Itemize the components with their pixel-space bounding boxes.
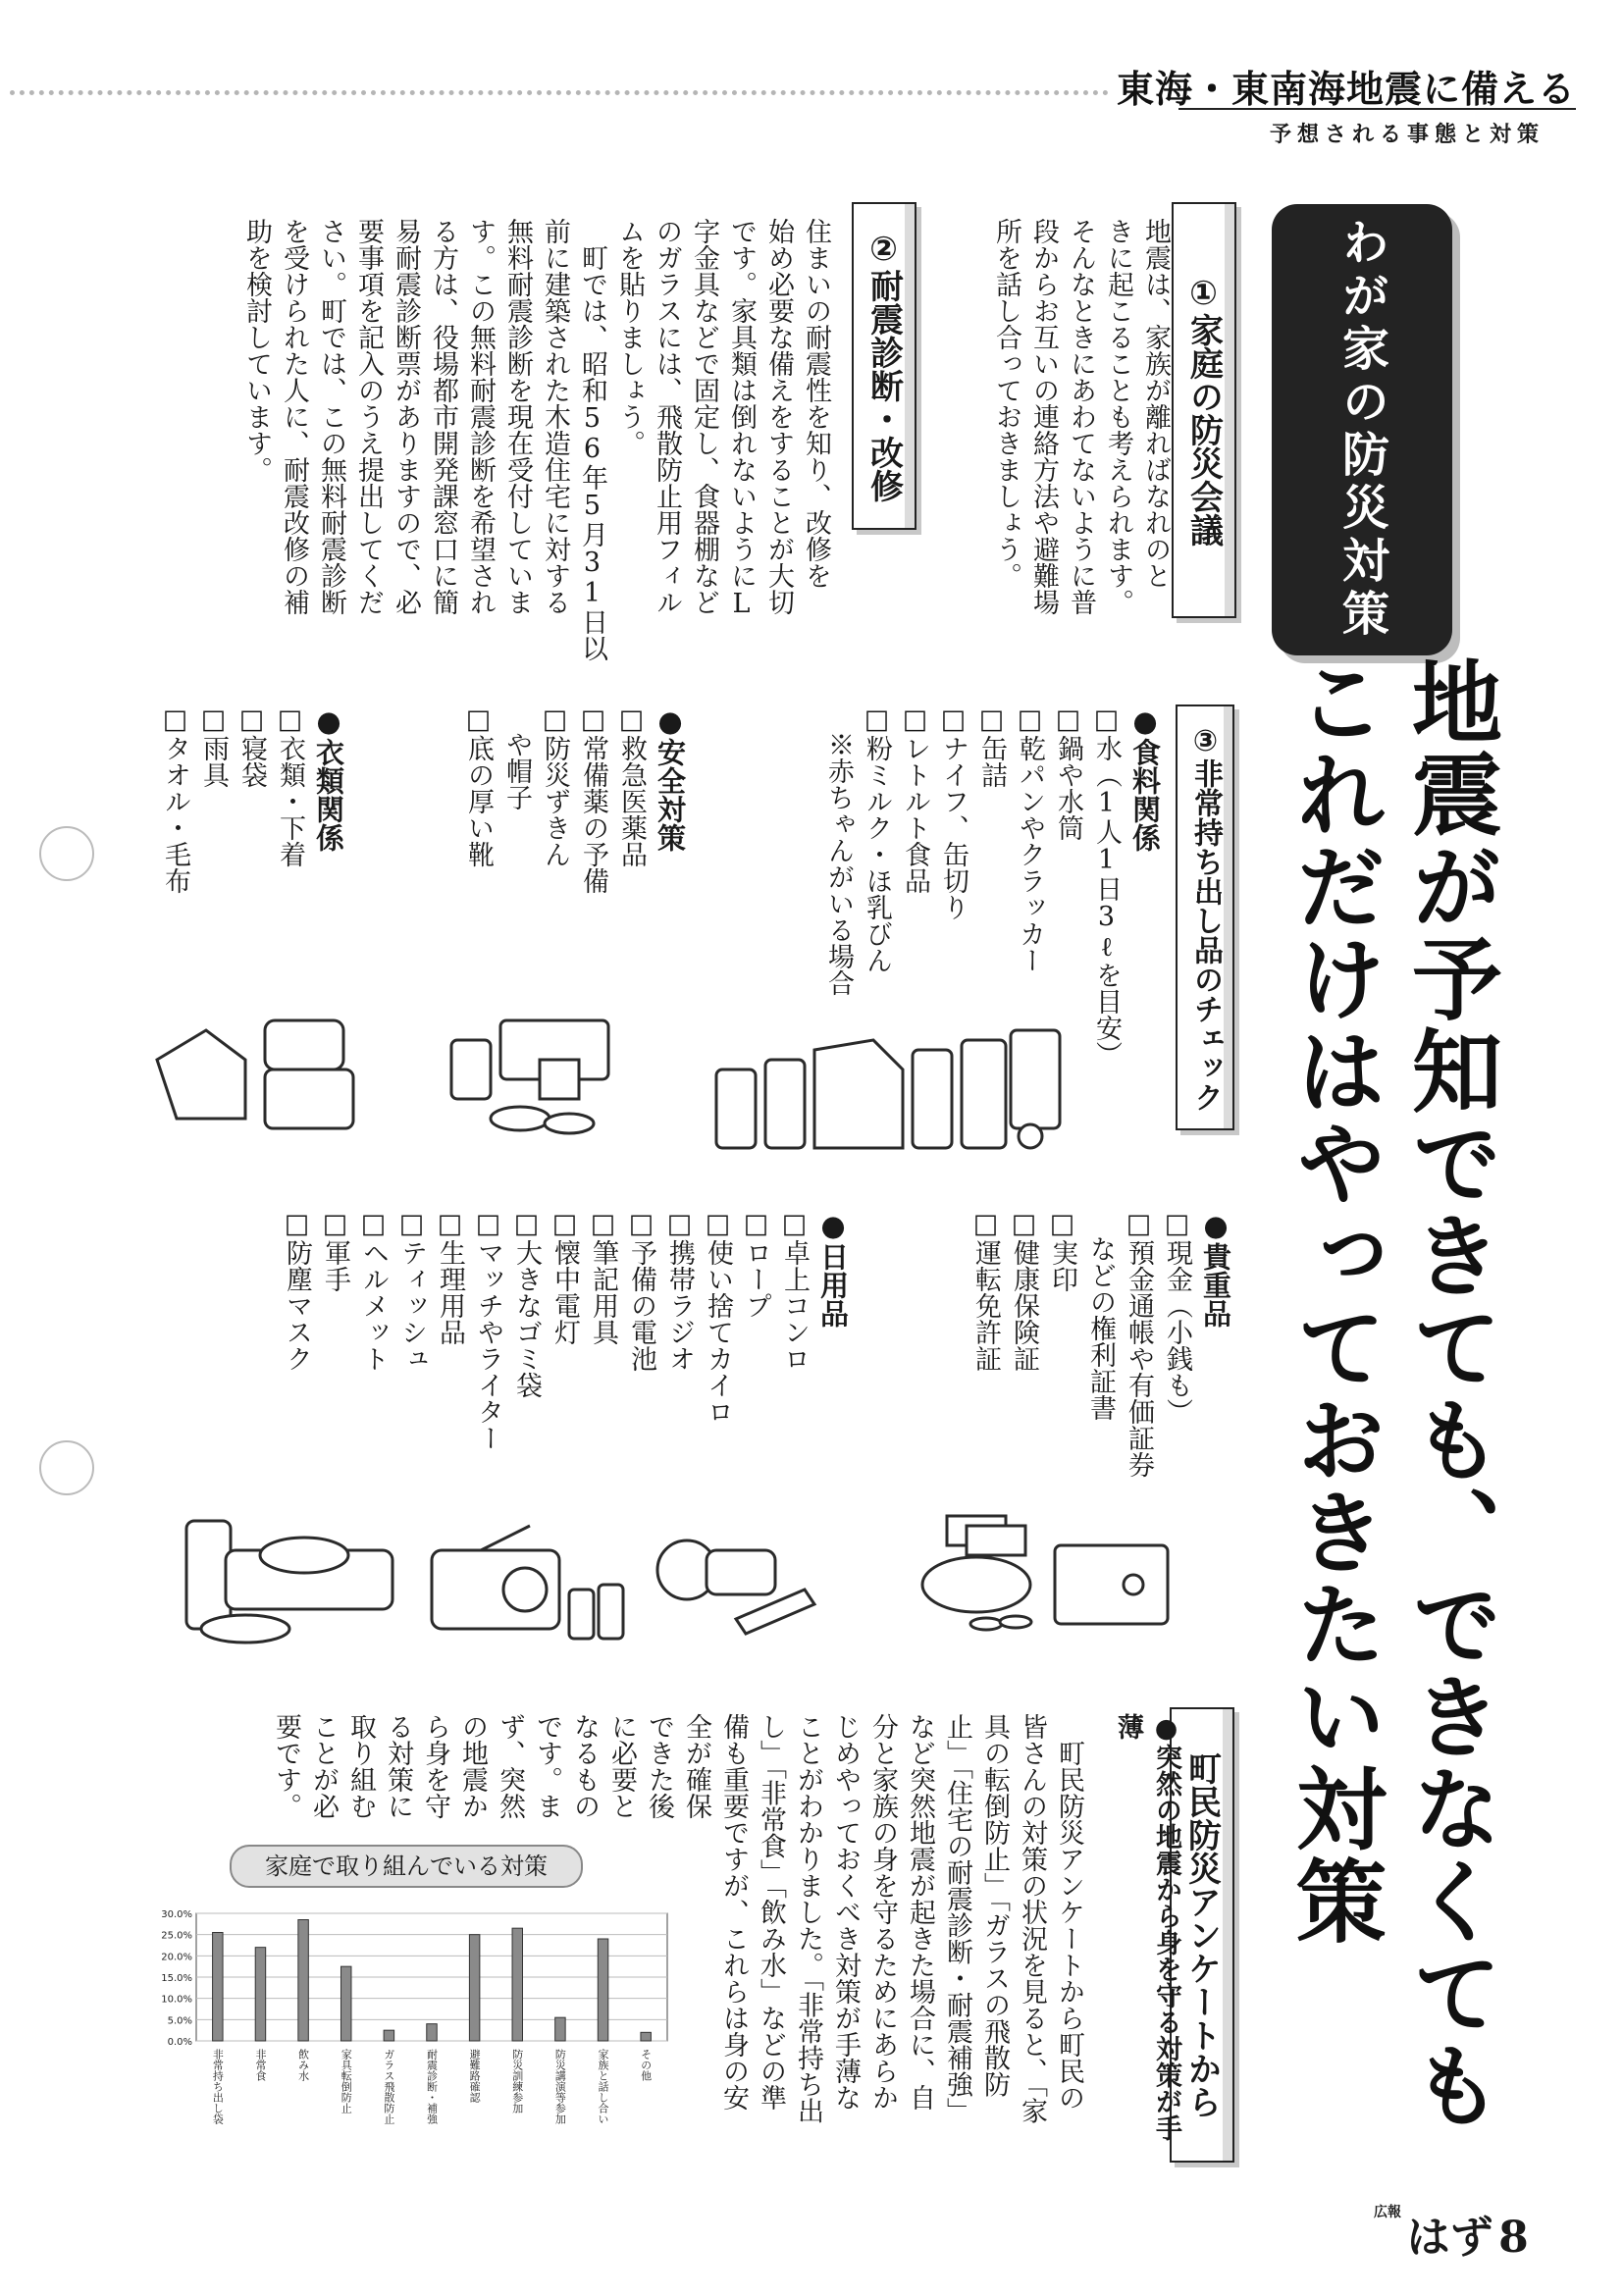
section2-heading-text: ②耐震診断・改修 bbox=[864, 230, 904, 502]
x-category-label: ガラス飛散防止 bbox=[382, 2049, 395, 2124]
bar bbox=[213, 1933, 223, 2042]
section1-line: そんなときにあわてないように普 bbox=[1066, 218, 1096, 615]
survey-line: です。ま bbox=[532, 1713, 562, 1819]
valuables-illustration bbox=[908, 1506, 1182, 1644]
y-tick-label: 0.0% bbox=[167, 2037, 192, 2048]
list-valuables bbox=[967, 1209, 1234, 1523]
header-dotted-line bbox=[10, 90, 1109, 95]
survey-line: じめやっておくべき対策が手薄な bbox=[830, 1713, 861, 2111]
checklist-item: □衣類・下着 bbox=[275, 704, 305, 867]
survey-line: る対策に bbox=[383, 1713, 413, 1819]
survey-line: 止」「住宅の耐震診断・耐震補強」 bbox=[942, 1713, 972, 2124]
checklist-item: □生理用品 bbox=[435, 1209, 465, 1345]
list-safety bbox=[459, 704, 689, 1038]
list-heading: ●安全対策 bbox=[654, 704, 687, 852]
checklist-item: などの権利証書 bbox=[1085, 1209, 1116, 1421]
section2-line: ムを貼りましょう。 bbox=[614, 218, 645, 456]
y-tick-label: 20.0% bbox=[161, 1952, 192, 1963]
survey-line: の地震か bbox=[457, 1713, 488, 1819]
section1-heading bbox=[1172, 202, 1236, 618]
list-heading: ●衣類関係 bbox=[312, 704, 345, 852]
footer-small: 広報 bbox=[1374, 2205, 1401, 2220]
y-tick-label: 15.0% bbox=[161, 1973, 192, 1984]
header-title: 東海・東南海地震に備える bbox=[1116, 68, 1576, 111]
checklist-item: □乾パンやクラッカー bbox=[1015, 704, 1045, 973]
first-aid-kit-illustration bbox=[432, 991, 618, 1138]
footer-logo bbox=[1374, 2202, 1529, 2265]
checklist-item: □予備の電池 bbox=[626, 1209, 656, 1372]
bar bbox=[340, 1966, 350, 2041]
headline-line1: 地震が予知できても、できなくても bbox=[1397, 655, 1502, 2131]
punch-hole bbox=[39, 826, 94, 881]
section-title-box bbox=[1272, 204, 1452, 655]
checklist-item: □ティッシュ bbox=[396, 1209, 427, 1372]
flashlight-illustration bbox=[648, 1511, 834, 1639]
header-rule bbox=[1178, 108, 1576, 110]
y-tick-label: 30.0% bbox=[161, 1909, 192, 1920]
x-category-label: その他 bbox=[639, 2049, 653, 2081]
checklist-item: □底の厚い靴 bbox=[463, 704, 494, 867]
survey-line: 要です。 bbox=[271, 1713, 301, 1819]
section2-line: 始め必要な備えをすることが大切 bbox=[763, 218, 794, 615]
list-clothing bbox=[156, 704, 347, 1038]
x-category-label: 耐震診断・補強 bbox=[425, 2049, 439, 2124]
checklist-item: □懐中電灯 bbox=[550, 1209, 580, 1345]
survey-line: し」「非常食」「飲み水」などの準 bbox=[756, 1713, 786, 2111]
section2-line: のガラスには、飛散防止用フィル bbox=[652, 218, 682, 615]
survey-line: ず、突然 bbox=[495, 1713, 525, 1819]
checklist-item: □マッチやライター bbox=[473, 1209, 503, 1451]
bar bbox=[641, 2032, 651, 2041]
checklist-item: や帽子 bbox=[501, 704, 532, 810]
survey-line: 全が確保 bbox=[681, 1713, 711, 1819]
bar-chart bbox=[147, 1904, 677, 2159]
chart-title: 家庭で取り組んでいる対策 bbox=[230, 1845, 583, 1888]
y-tick-label: 25.0% bbox=[161, 1930, 192, 1942]
checklist-item: □寝袋 bbox=[236, 704, 267, 788]
checklist-item: □軍手 bbox=[320, 1209, 350, 1292]
survey-subheading: ●突然の地震から身を守る対策が手薄 bbox=[1113, 1713, 1181, 2141]
list-daily bbox=[278, 1209, 852, 1533]
clothing-illustration bbox=[147, 1001, 363, 1138]
bar bbox=[598, 1939, 607, 2041]
section2-line: る方は、役場都市開発課窓口に簡 bbox=[428, 218, 458, 615]
section2-line: さい。町では、この無料耐震診断 bbox=[316, 218, 346, 615]
section2-line: 前に建築された木造住宅に対する bbox=[540, 218, 570, 615]
checklist-item: □タオル・毛布 bbox=[160, 704, 190, 894]
checklist-item: □運転免許証 bbox=[970, 1209, 1001, 1372]
survey-line: 皆さんの対策の状況を見ると、「家 bbox=[1017, 1713, 1047, 2124]
section1-heading-text: ①家庭の防災会議 bbox=[1183, 274, 1224, 547]
section2-line: す。この無料耐震診断を希望され bbox=[465, 218, 496, 615]
bar bbox=[555, 2017, 565, 2041]
section3-heading-text: ③非常持ち出し品のチェック bbox=[1188, 723, 1223, 1112]
survey-line: に必要と bbox=[606, 1713, 637, 1819]
section1-line: きに起こることも考えられます。 bbox=[1103, 218, 1133, 615]
section-title: わが家の防災対策 bbox=[1334, 218, 1389, 642]
checklist-item: □水（1人1日3ℓを目安） bbox=[1091, 704, 1122, 1068]
bar bbox=[427, 2024, 437, 2041]
checklist-item: □防塵マスク bbox=[282, 1209, 312, 1372]
checklist-item: □卓上コンロ bbox=[779, 1209, 810, 1372]
checklist-item: □現金（小銭も） bbox=[1162, 1209, 1192, 1425]
section2-line: です。家具類は倒れないようにL bbox=[726, 218, 757, 619]
checklist-item: □粉ミルク・ほ乳びん bbox=[862, 704, 892, 973]
footer-logo-text: はず bbox=[1406, 2213, 1493, 2263]
survey-line: ことが必 bbox=[308, 1713, 339, 1819]
x-category-label: 家族と話し合い bbox=[597, 2049, 610, 2124]
headline bbox=[1276, 655, 1507, 2131]
section1-line: 地震は、家族が離ればなれのと bbox=[1140, 218, 1171, 589]
x-category-label: 家具転倒防止 bbox=[340, 2049, 353, 2113]
checklist-item: □救急医薬品 bbox=[616, 704, 647, 867]
checklist-item: □健康保険証 bbox=[1009, 1209, 1039, 1372]
checklist-item: □鍋や水筒 bbox=[1053, 704, 1083, 841]
y-tick-label: 5.0% bbox=[167, 2015, 192, 2027]
bar bbox=[255, 1948, 265, 2041]
checklist-item: □筆記用具 bbox=[588, 1209, 618, 1345]
section1-body bbox=[987, 218, 1174, 630]
section3-heading bbox=[1176, 704, 1234, 1130]
checklist-item: □ロープ bbox=[741, 1209, 771, 1319]
bar bbox=[384, 2030, 393, 2041]
section2-body bbox=[237, 218, 834, 661]
survey-line: できた後 bbox=[644, 1713, 674, 1819]
survey-line: 備も重要ですが、これらは身の安 bbox=[718, 1713, 749, 2111]
checklist-item: □常備薬の予備 bbox=[578, 704, 608, 894]
bar bbox=[469, 1935, 479, 2041]
headline-line2: これだけはやっておきたい対策 bbox=[1282, 655, 1387, 1947]
header-subtitle: 予想される事態と対策 bbox=[1269, 123, 1544, 147]
checklist-item: □預金通帳や有価証券 bbox=[1124, 1209, 1154, 1478]
x-category-label: 防災訓練参加 bbox=[510, 2049, 524, 2113]
survey-line: ことがわかりました。「非常持ち出 bbox=[793, 1713, 823, 2124]
page-number: 8 bbox=[1498, 2213, 1529, 2263]
checklist-item: □レトルト食品 bbox=[900, 704, 930, 894]
list-food bbox=[819, 704, 1164, 1068]
checklist-item: □防災ずきん bbox=[540, 704, 570, 867]
survey-line: 取り組む bbox=[345, 1713, 376, 1819]
section2-line: 要事項を記入のうえ提出してくだ bbox=[353, 218, 384, 615]
checklist-item: □ナイフ、缶切り bbox=[938, 704, 969, 920]
survey-line: ら身を守 bbox=[420, 1713, 450, 1819]
checklist-item: □実印 bbox=[1047, 1209, 1077, 1292]
x-category-label: 非常食 bbox=[253, 2049, 267, 2081]
checklist-item: □雨具 bbox=[198, 704, 229, 788]
checklist-item: □大きなゴミ袋 bbox=[511, 1209, 542, 1398]
x-category-label: 非常持ち出し袋 bbox=[211, 2049, 225, 2124]
survey-line: 町民防災アンケートから町民の bbox=[1054, 1713, 1084, 2111]
list-heading: ●貴重品 bbox=[1199, 1209, 1232, 1328]
x-category-label: 避難路確認 bbox=[468, 2049, 482, 2103]
punch-hole bbox=[39, 1440, 94, 1495]
survey-line: なるもの bbox=[569, 1713, 600, 1819]
survey-line: など突然地震が起きた場合に、自 bbox=[905, 1713, 935, 2111]
checklist-item: ※赤ちゃんがいる場合 bbox=[823, 704, 854, 996]
survey-line: 具の転倒防止」「ガラスの飛散防 bbox=[979, 1713, 1010, 2098]
list-heading: ●食料関係 bbox=[1128, 704, 1162, 852]
section2-line: 無料耐震診断を現在受付していま bbox=[502, 218, 533, 615]
section2-line: 易耐震診断票がありますので、必 bbox=[391, 218, 421, 615]
radio-illustration bbox=[422, 1521, 638, 1648]
section2-line: 字金具などで固定し、食器棚など bbox=[689, 218, 719, 615]
x-category-label: 飲み水 bbox=[296, 2049, 310, 2081]
gas-stove-illustration bbox=[167, 1501, 402, 1648]
section1-line: 所を話し合っておきましょう。 bbox=[991, 218, 1021, 589]
list-heading: ●日用品 bbox=[816, 1209, 850, 1328]
section2-line: 助を検討しています。 bbox=[241, 218, 272, 483]
section1-line: 段からお互いの連絡方法や避難場 bbox=[1028, 218, 1059, 615]
survey-heading-text: 町民防災アンケートから bbox=[1181, 1751, 1222, 2118]
checklist-item: □缶詰 bbox=[976, 704, 1007, 788]
section2-line: 町では、昭和56年5月31日以 bbox=[577, 218, 607, 661]
bar bbox=[512, 1928, 522, 2041]
checklist-item: □ヘルメット bbox=[358, 1209, 389, 1372]
survey-line: 分と家族の身を守るためにあらか bbox=[867, 1713, 898, 2111]
checklist-item: □携帯ラジオ bbox=[664, 1209, 695, 1372]
section2-line: 住まいの耐震性を知り、改修を bbox=[801, 218, 831, 589]
food-supplies-illustration bbox=[707, 1011, 1109, 1158]
y-tick-label: 10.0% bbox=[161, 1994, 192, 2006]
x-category-label: 防災講演等参加 bbox=[553, 2049, 567, 2124]
section2-heading bbox=[852, 202, 916, 530]
section2-line: を受けられた人に、耐震改修の補 bbox=[279, 218, 309, 615]
bar bbox=[298, 1920, 308, 2042]
checklist-item: □使い捨てカイロ bbox=[703, 1209, 733, 1425]
